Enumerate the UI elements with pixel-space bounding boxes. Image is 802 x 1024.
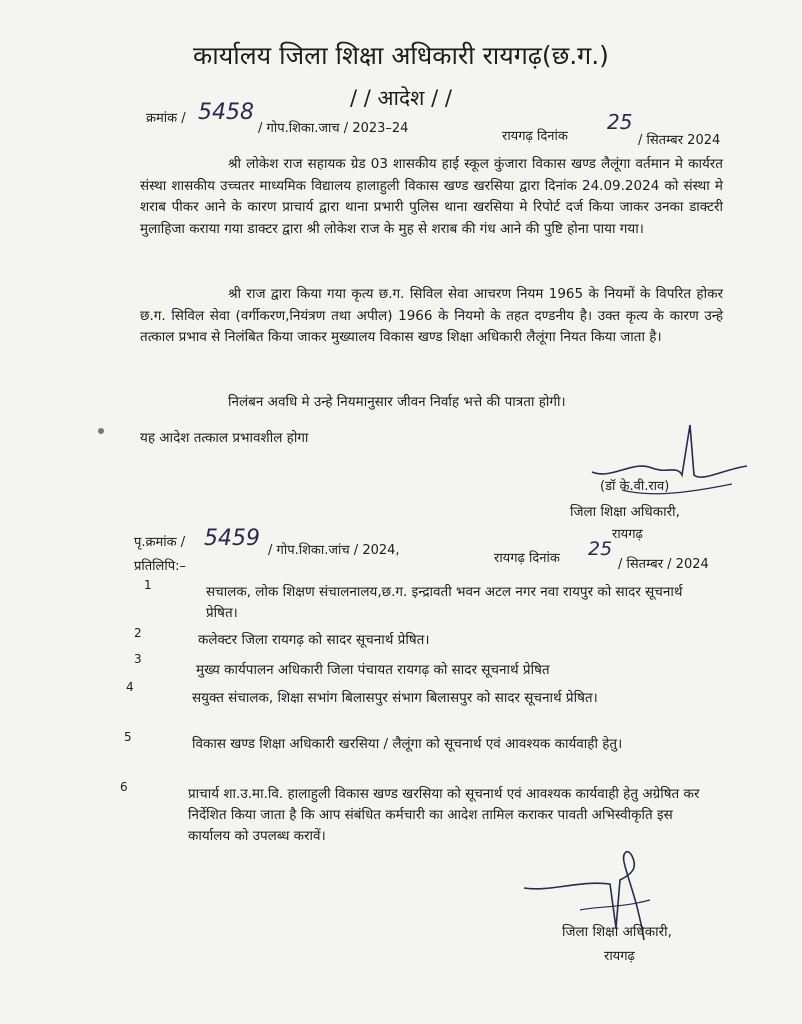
body-paragraph-3: निलंबन अवधि मे उन्हे नियमानुसार जीवन निर्वाह भत्ते की पात्रता होगी।: [228, 394, 566, 410]
ref1-suffix: / गोप.शिका.जाच / 2023–24: [258, 121, 409, 136]
body-paragraph-4: यह आदेश तत्काल प्रभावशील होगा: [140, 430, 309, 446]
copy-number-5: 5: [124, 730, 132, 744]
order-heading: / / आदेश / /: [350, 86, 452, 110]
body-paragraph-2: श्री राज द्वारा किया गया कृत्य छ.ग. सिविल सेवा आचरण नियम 1965 के नियमों के विपरित होकर छ.ग. सिविल सेवा (वर्गीकरण,नियंत्रण तथा अपील) 1966 के नियमो के तहत दण्डनीय है। उक्त कृत्य के कारण उन्हे तत्काल प्रभाव से निलंबित किया जाकर मुख्यालय विकास खण्ड शिक्षा अधिकारी लैलूंगा नियत किया जाता है।: [140, 286, 723, 345]
ref1-date-prefix: रायगढ़ दिनांक: [502, 129, 568, 144]
signatory-place: रायगढ़: [612, 527, 643, 542]
copy-item-1: सचालक, लोक शिक्षण संचालनालय,छ.ग. इन्द्रावती भवन अटल नगर नवा रायपुर को सादर सूचनार्थ प्रेषित।: [206, 584, 683, 621]
signatory-name: (डॉ के.वी.राव): [600, 479, 670, 494]
copy-item-5: विकास खण्ड शिक्षा अधिकारी खरसिया / लैलूंगा को सूचनार्थ एवं आवश्यक कार्यवाही हेतु।: [192, 736, 623, 752]
signatory-designation: जिला शिक्षा अधिकारी,: [570, 504, 680, 520]
ref1-date-suffix: / सितम्बर 2024: [638, 133, 721, 148]
signature-mark-1: [582, 420, 762, 510]
copy-item-2: कलेक्टर जिला रायगढ़ को सादर सूचनार्थ प्रेषित।: [198, 632, 430, 648]
ref2-date-prefix: रायगढ़ दिनांक: [494, 551, 560, 566]
signatory-2-place: रायगढ़: [604, 949, 635, 964]
copy-item-4: सयुक्त संचालक, शिक्षा सभांग बिलासपुर संभाग बिलासपुर को सादर सूचनार्थ प्रेषित।: [192, 690, 598, 706]
ref2-prefix: पृ.क्रमांक /: [134, 535, 186, 550]
copy-item-6: प्राचार्य शा.उ.मा.वि. हालाहुली विकास खण्ड खरसिया को सूचनार्थ एवं आवश्यक कार्यवाही हेतु अग्रेषित कर निर्देशित किया जाता है कि आप संबंधित कर्मचारी का आदेश तामिल कराकर पावती अभिस्वीकृति इस कार्यालय को उपलब्ध करावें।: [188, 786, 700, 844]
ref2-date-suffix: / सितम्बर / 2024: [618, 557, 709, 572]
ref2-number: 5459: [204, 526, 260, 551]
punch-hole-mark: [98, 428, 104, 434]
ref2-day: 25: [588, 538, 613, 560]
copy-number-6: 6: [120, 780, 128, 794]
copy-number-4: 4: [126, 680, 134, 694]
ref1-day: 25: [607, 110, 633, 134]
copy-number-2: 2: [134, 626, 142, 640]
signatory-2-designation: जिला शिक्षा अधिकारी,: [562, 924, 672, 940]
ref1-number: 5458: [198, 100, 254, 125]
body-paragraph-1: श्री लोकेश राज सहायक ग्रेड 03 शासकीय हाई स्कूल कुंजारा विकास खण्ड लैलूंगा वर्तमान मे कार्यरत संस्था शासकीय उच्चतर माध्यमिक विद्यालय हालाहुली विकास खण्ड खरसिया द्वारा दिनांक 24.09.2024 को संस्था मे शराब पीकर आने के कारण प्राचार्य द्वारा थाना प्रभारी पुलिस थाना खरसिया मे रिपोर्ट दर्ज किया जाकर उनका डाक्टरी मुलाहिजा कराया गया डाक्टर द्वारा श्री लोकेश राज के मुह से शराब की गंध आने की पुष्टि होना पाया गया।: [140, 156, 723, 237]
ref2-suffix: / गोप.शिका.जांच / 2024,: [268, 543, 400, 558]
copy-item-3: मुख्य कार्यपालन अधिकारी जिला पंचायत रायगढ़ को सादर सूचनार्थ प्रेषित: [196, 662, 550, 678]
copy-number-3: 3: [134, 652, 142, 666]
copy-number-1: 1: [144, 578, 152, 592]
ref1-prefix: क्रमांक /: [146, 111, 186, 126]
copy-label: प्रतिलिपि:–: [134, 559, 186, 574]
office-title: कार्यालय जिला शिक्षा अधिकारी रायगढ़(छ.ग.): [193, 41, 609, 70]
